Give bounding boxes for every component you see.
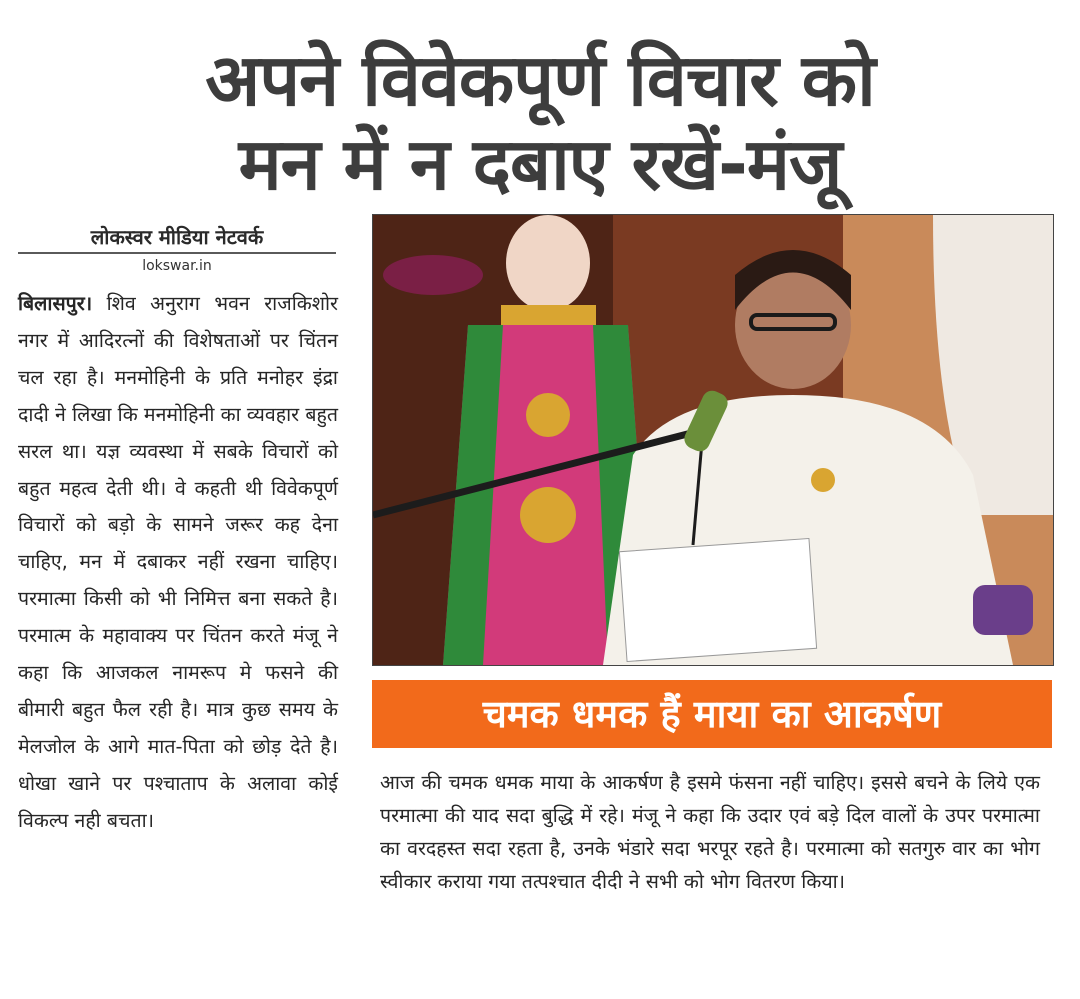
subheading-banner: चमक धमक हैं माया का आकर्षण [372,680,1052,748]
speaker-paper [619,539,816,662]
article-left-text: शिव अनुराग भवन राजकिशोर नगर में आदिरत्नों की विशेषताओं पर चिंतन चल रहा है। मनमोहिनी के प्रति मनोहर इंद्रा दादी ने लिखा कि मनमोहिनी का व्यवहार बहुत सरल था। यज्ञ व्यवस्था में सबके विचारों को बहुत महत्व देती थी। वे कहती थी विवेकपूर्ण विचारों को बड़ो के सामने जरूर कह देना चाहिए, मन में दबाकर नहीं रखना चाहिए। परमात्मा किसी को भी निमित्त बना सकते है। परमात्म के महावाक्य पर चिंतन करते मंजू ने कहा कि आजकल नामरूप मे फसने की बीमारी बहुत फैल रही है। मात्र कुछ समय के मेलजोल के आगे मात-पिता को छोड़ देते है। धोखा खाने पर पश्चाताप के अलावा कोई विकल्प नही बचता। [18,292,339,832]
photo-pot [973,585,1033,635]
site-url: lokswar.in [142,258,212,274]
lotus-flower [383,255,483,295]
idol-belt-ornament [520,487,576,543]
article-right-text: आज की चमक धमक माया के आकर्षण है इसमे फंसना नहीं चाहिए। इससे बचने के लिये एक परमात्मा की याद सदा बुद्धि में रहे। मंजू ने कहा कि उदार एवं बड़े दिल वालों के उपर परमात्मा का वरदहस्त सदा रहता है, उनके भंडारे सदा भरपूर रहते है। परमात्मा को सतगुरु वार का भोग स्वीकार कराया गया तत्पश्चात दीदी ने सभी को भोग वितरण किया। [380,771,1040,893]
photo-illustration [373,215,1053,665]
headline-line-2: मन में न दबाए रखें-मंजू [238,122,842,206]
headline [20,38,1060,206]
byline: लोकस्वर मीडिया नेटवर्क [18,222,336,254]
idol-ornament [526,393,570,437]
headline-line-1: अपने विवेकपूर्ण विचार को [205,38,875,122]
article-photo [372,214,1054,666]
idol-face [506,215,590,311]
speaker-badge [811,468,835,492]
dateline: बिलासपुर। [18,292,93,315]
article-left-column [18,286,338,840]
